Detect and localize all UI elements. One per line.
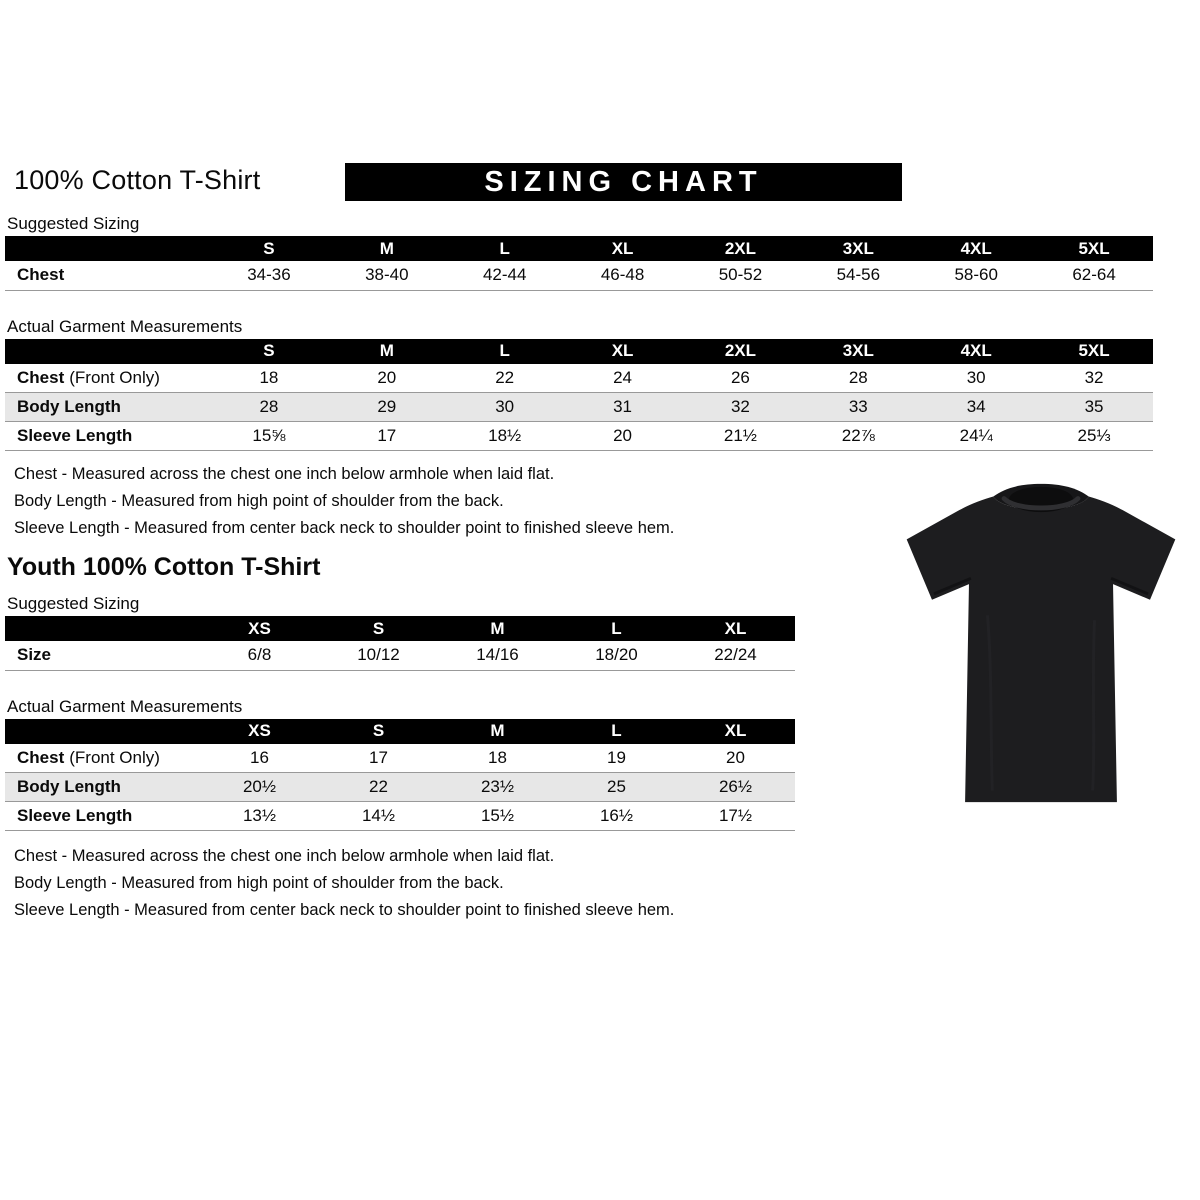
column-header: 2XL xyxy=(682,339,800,364)
column-header: 3XL xyxy=(799,339,917,364)
note-line: Chest - Measured across the chest one inch below armhole when laid flat. xyxy=(14,465,555,483)
size-cell: 22⅞ xyxy=(799,422,917,451)
table-header-row xyxy=(5,616,795,641)
size-cell: 38-40 xyxy=(328,261,446,290)
row-label xyxy=(5,641,200,670)
table-row xyxy=(5,364,1153,393)
size-cell: 31 xyxy=(564,393,682,422)
size-cell: 34-36 xyxy=(210,261,328,290)
size-cell: 25 xyxy=(557,773,676,802)
size-cell: 21½ xyxy=(682,422,800,451)
sizing-chart-banner: SIZING CHART xyxy=(345,163,902,201)
size-cell: 32 xyxy=(682,393,800,422)
row-label-text: Chest xyxy=(17,265,65,285)
youth-actual-measurements-table xyxy=(5,719,795,832)
size-cell: 15½ xyxy=(438,802,557,831)
column-header: M xyxy=(438,719,557,744)
row-label-text: Body Length xyxy=(17,777,121,796)
size-cell: 17 xyxy=(319,744,438,773)
size-cell: 18/20 xyxy=(557,641,676,670)
youth-measurement-notes xyxy=(14,843,1153,924)
size-cell: 29 xyxy=(328,393,446,422)
column-header: 5XL xyxy=(1035,236,1153,261)
column-header: L xyxy=(446,339,564,364)
note-line: Sleeve Length - Measured from center back neck to shoulder point to finished sleeve hem. xyxy=(14,901,675,919)
row-label-note: (Front Only) xyxy=(69,747,160,767)
size-cell: 33 xyxy=(799,393,917,422)
youth-suggested-sizing-table xyxy=(5,616,795,671)
size-cell: 30 xyxy=(446,393,564,422)
size-cell: 42-44 xyxy=(446,261,564,290)
column-header: S xyxy=(210,339,328,364)
youth-actual-measurements-label: Actual Garment Measurements xyxy=(7,696,243,716)
row-label xyxy=(5,364,210,393)
row-label xyxy=(5,393,210,422)
row-label xyxy=(5,422,210,451)
column-header: XL xyxy=(564,339,682,364)
header-spacer xyxy=(5,616,200,641)
youth-suggested-sizing-label: Suggested Sizing xyxy=(7,594,140,613)
table-row xyxy=(5,641,795,670)
size-cell: 19 xyxy=(557,744,676,773)
size-cell: 50-52 xyxy=(682,261,800,290)
row-label-text: Sleeve Length xyxy=(17,426,133,445)
column-header: XL xyxy=(676,719,795,744)
size-cell: 58-60 xyxy=(917,261,1035,290)
adult-actual-measurements-label: Actual Garment Measurements xyxy=(7,316,243,336)
size-cell: 20 xyxy=(676,744,795,773)
size-cell: 18 xyxy=(438,744,557,773)
size-cell: 26 xyxy=(682,364,800,393)
column-header: 2XL xyxy=(682,236,800,261)
size-cell: 20½ xyxy=(200,773,319,802)
column-header: 4XL xyxy=(917,339,1035,364)
size-cell: 15⅝ xyxy=(210,422,328,451)
tshirt-icon xyxy=(895,478,1187,811)
column-header: M xyxy=(328,236,446,261)
column-header: XS xyxy=(200,719,319,744)
size-cell: 18½ xyxy=(446,422,564,451)
column-header: XL xyxy=(564,236,682,261)
adult-actual-measurements-table xyxy=(5,339,1153,452)
size-cell: 23½ xyxy=(438,773,557,802)
size-cell: 46-48 xyxy=(564,261,682,290)
table-row xyxy=(5,422,1153,451)
size-cell: 10/12 xyxy=(319,641,438,670)
column-header: 5XL xyxy=(1035,339,1153,364)
column-header: S xyxy=(210,236,328,261)
table-row xyxy=(5,773,795,802)
size-cell: 34 xyxy=(917,393,1035,422)
note-line: Chest - Measured across the chest one inch below armhole when laid flat. xyxy=(14,847,555,865)
size-cell: 20 xyxy=(564,422,682,451)
size-cell: 28 xyxy=(799,364,917,393)
size-cell: 35 xyxy=(1035,393,1153,422)
row-label xyxy=(5,744,200,773)
size-cell: 28 xyxy=(210,393,328,422)
size-cell: 26½ xyxy=(676,773,795,802)
youth-product-title: Youth 100% Cotton T-Shirt xyxy=(7,553,321,581)
adult-product-title: 100% Cotton T-Shirt xyxy=(14,165,261,195)
column-header: L xyxy=(557,719,676,744)
size-cell: 32 xyxy=(1035,364,1153,393)
size-cell: 22/24 xyxy=(676,641,795,670)
row-label-note: (Front Only) xyxy=(69,367,160,387)
adult-suggested-sizing-label: Suggested Sizing xyxy=(7,214,140,233)
note-line: Body Length - Measured from high point of shoulder from the back. xyxy=(14,492,504,510)
size-cell: 54-56 xyxy=(799,261,917,290)
column-header: L xyxy=(557,616,676,641)
note-line: Sleeve Length - Measured from center back neck to shoulder point to finished sleeve hem. xyxy=(14,519,675,537)
column-header: S xyxy=(319,616,438,641)
tshirt-product-image xyxy=(895,478,1187,811)
size-cell: 14½ xyxy=(319,802,438,831)
adult-suggested-sizing-table xyxy=(5,236,1153,291)
note-line: Body Length - Measured from high point of shoulder from the back. xyxy=(14,874,504,892)
table-row xyxy=(5,802,795,831)
column-header: L xyxy=(446,236,564,261)
column-header: XS xyxy=(200,616,319,641)
row-label-text: Sleeve Length xyxy=(17,806,133,825)
size-cell: 24 xyxy=(564,364,682,393)
column-header: 3XL xyxy=(799,236,917,261)
table-row xyxy=(5,744,795,773)
row-label xyxy=(5,802,200,831)
header-spacer xyxy=(5,236,210,261)
size-cell: 17½ xyxy=(676,802,795,831)
column-header: M xyxy=(328,339,446,364)
row-label xyxy=(5,773,200,802)
table-header-row xyxy=(5,236,1153,261)
row-label xyxy=(5,261,210,290)
row-label-text: Chest xyxy=(17,367,65,387)
size-cell: 24¼ xyxy=(917,422,1035,451)
table-header-row xyxy=(5,719,795,744)
page-header xyxy=(5,163,1153,205)
size-cell: 6/8 xyxy=(200,641,319,670)
row-label-text: Chest xyxy=(17,747,65,767)
size-cell: 22 xyxy=(319,773,438,802)
column-header: XL xyxy=(676,616,795,641)
row-label-text: Body Length xyxy=(17,397,121,416)
size-cell: 16 xyxy=(200,744,319,773)
size-cell: 17 xyxy=(328,422,446,451)
table-row xyxy=(5,261,1153,290)
size-cell: 13½ xyxy=(200,802,319,831)
header-spacer xyxy=(5,339,210,364)
header-spacer xyxy=(5,719,200,744)
size-cell: 22 xyxy=(446,364,564,393)
column-header: 4XL xyxy=(917,236,1035,261)
size-cell: 18 xyxy=(210,364,328,393)
size-cell: 30 xyxy=(917,364,1035,393)
column-header: M xyxy=(438,616,557,641)
size-cell: 25⅓ xyxy=(1035,422,1153,451)
size-cell: 62-64 xyxy=(1035,261,1153,290)
size-cell: 16½ xyxy=(557,802,676,831)
column-header: S xyxy=(319,719,438,744)
table-header-row xyxy=(5,339,1153,364)
table-row xyxy=(5,393,1153,422)
row-label-text: Size xyxy=(17,645,52,665)
size-cell: 14/16 xyxy=(438,641,557,670)
size-cell: 20 xyxy=(328,364,446,393)
